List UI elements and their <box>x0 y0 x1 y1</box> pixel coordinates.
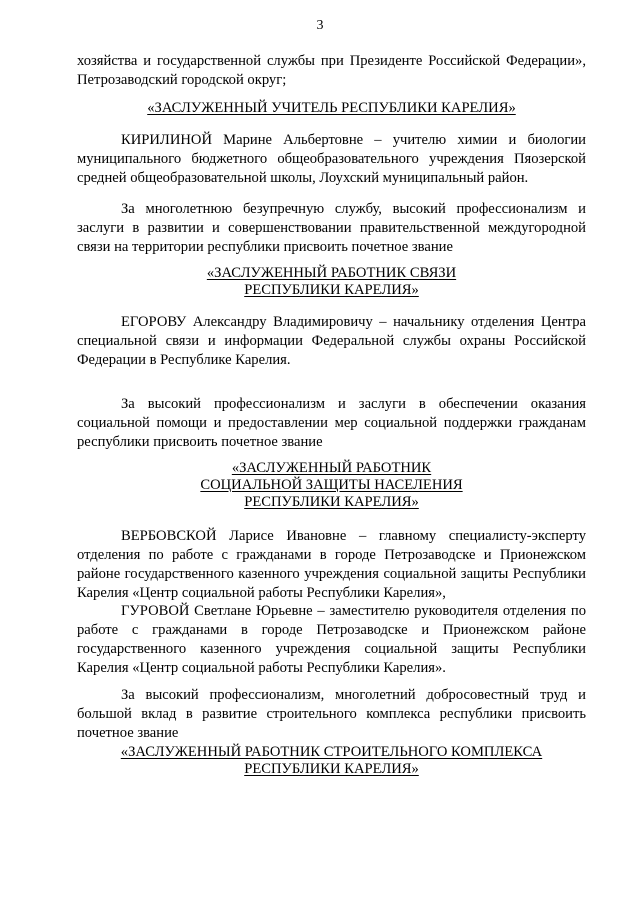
award-title-teacher <box>77 100 586 117</box>
awardee-paragraph: ГУРОВОЙ Светлане Юрьевне – заместителю руководителя отделения по работе с гражданами в городе Петрозаводске и Прионежском районе государственного казенного учреждения социальной защиты Республики Карелия «Центр социальной работы Республики Карелия». <box>77 603 586 676</box>
award-title-social-protection <box>77 460 586 511</box>
award-title-line: РЕСПУБЛИКИ КАРЕЛИЯ» <box>244 761 419 777</box>
award-title-line: «ЗАСЛУЖЕННЫЙ РАБОТНИК СТРОИТЕЛЬНОГО КОМПЛЕКСА <box>120 744 543 760</box>
page-number: 3 <box>316 18 324 33</box>
awardee-paragraph: ЕГОРОВУ Александру Владимировичу – начальнику отделения Центра специальной связи и информации Федеральной службы охраны Российской Федерации в Республике Карелия. <box>77 314 586 368</box>
award-title-line: «ЗАСЛУЖЕННЫЙ РАБОТНИК <box>231 460 432 476</box>
awardee-paragraph: ВЕРБОВСКОЙ Ларисе Ивановне – главному специалисту-эксперту отделения по работе с гражданами в городе Петрозаводске и Прионежском районе государственного казенного учреждения социальной защиты Республики Карелия «Центр социальной работы Республики Карелия», <box>77 528 586 601</box>
award-title-line: «ЗАСЛУЖЕННЫЙ РАБОТНИК СВЯЗИ <box>206 265 457 281</box>
award-title-line: «ЗАСЛУЖЕННЫЙ УЧИТЕЛЬ РЕСПУБЛИКИ КАРЕЛИЯ» <box>147 100 516 116</box>
award-title-line: РЕСПУБЛИКИ КАРЕЛИЯ» <box>244 494 419 510</box>
award-intro-paragraph: За высокий профессионализм и заслуги в обеспечении оказания социальной помощи и предоставлении мер социальной поддержки гражданам республики присвоить почетное звание <box>77 396 586 450</box>
award-title-line: СОЦИАЛЬНОЙ ЗАЩИТЫ НАСЕЛЕНИЯ <box>200 477 463 493</box>
awardee-paragraph: КИРИЛИНОЙ Марине Альбертовне – учителю химии и биологии муниципального бюджетного общеобразовательного учреждения Пяозерской средней общеобразовательной школы, Лоухский муниципальный район. <box>77 132 586 186</box>
award-title-line: РЕСПУБЛИКИ КАРЕЛИЯ» <box>244 282 419 298</box>
award-title-communications <box>77 265 586 299</box>
award-intro-paragraph: За многолетнюю безупречную службу, высокий профессионализм и заслуги в развитии и совершенствовании правительственной междугородной связи на территории республики присвоить почетное звание <box>77 201 586 255</box>
intro-continuation: хозяйства и государственной службы при Президенте Российской Федерации», Петрозаводский городской округ; <box>77 53 586 88</box>
award-title-construction <box>77 744 586 778</box>
award-intro-paragraph: За высокий профессионализм, многолетний добросовестный труд и большой вклад в развитие строительного комплекса республики присвоить почетное звание <box>77 687 586 741</box>
